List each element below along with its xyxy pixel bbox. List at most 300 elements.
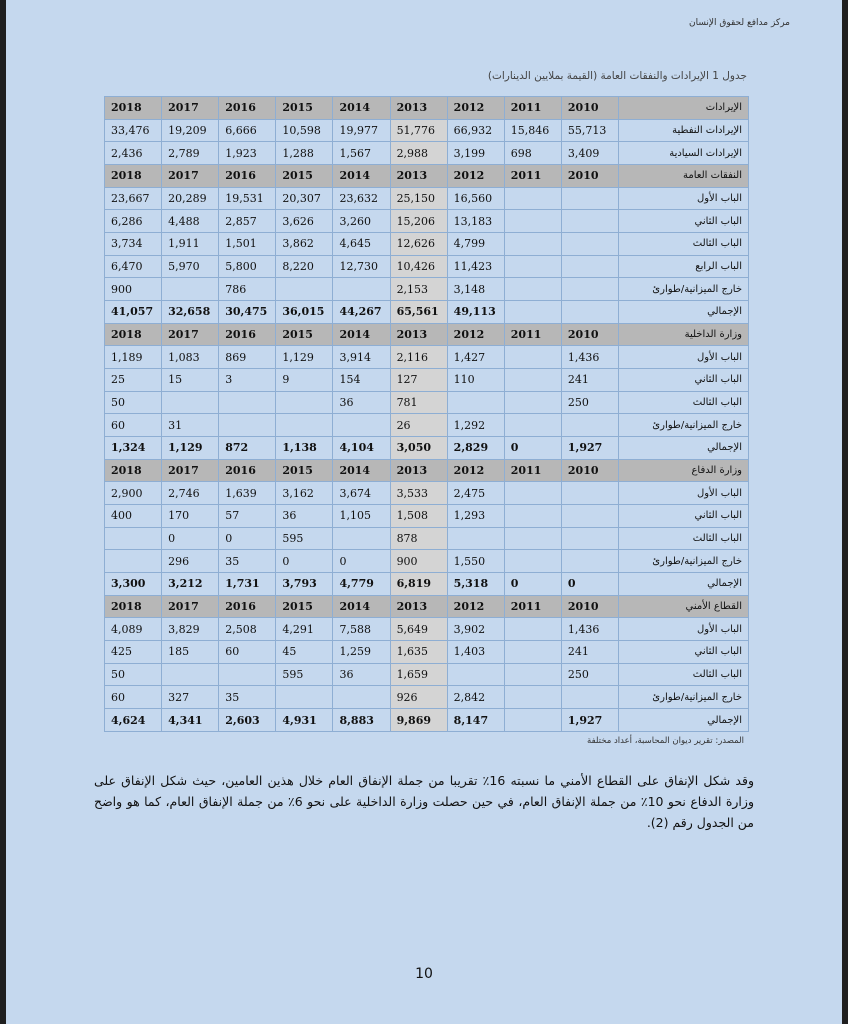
year-header: 2016: [219, 97, 276, 120]
table-cell: 30,475: [219, 301, 276, 324]
year-header: 2017: [162, 459, 219, 482]
table-cell: 3,212: [162, 573, 219, 596]
table-cell: [447, 527, 504, 550]
row-label: الإجمالي: [619, 437, 749, 460]
table-cell: 1,292: [447, 414, 504, 437]
table-cell: [561, 686, 618, 709]
table-cell: 1,105: [333, 505, 390, 528]
table-cell: 4,931: [276, 709, 333, 732]
table-cell: [219, 414, 276, 437]
year-header: 2016: [219, 323, 276, 346]
year-header: 2014: [333, 97, 390, 120]
table-cell: [333, 686, 390, 709]
table-source: المصدر: تقرير ديوان المحاسبة، أعداد مختلفة: [587, 736, 744, 746]
table-cell: [162, 278, 219, 301]
table-row: [105, 550, 749, 573]
table-cell: 6,666: [219, 119, 276, 142]
table-cell: [504, 414, 561, 437]
table-cell: 1,293: [447, 505, 504, 528]
year-header: 2012: [447, 323, 504, 346]
table-cell: 0: [561, 573, 618, 596]
table-cell: 1,927: [561, 709, 618, 732]
table-cell: [561, 278, 618, 301]
table-cell: 4,645: [333, 233, 390, 256]
table-cell: 786: [219, 278, 276, 301]
row-label: خارج الميزانية/طوارئ: [619, 550, 749, 573]
table-row: [105, 142, 749, 165]
year-header: 2013: [390, 459, 447, 482]
table-cell: 296: [162, 550, 219, 573]
table-cell: 6,286: [105, 210, 162, 233]
table-cell: 36: [333, 391, 390, 414]
table-cell: 1,659: [390, 663, 447, 686]
year-header: 2017: [162, 595, 219, 618]
table-cell: 55,713: [561, 119, 618, 142]
table-cell: [504, 663, 561, 686]
table-cell: 12,626: [390, 233, 447, 256]
year-header: 2013: [390, 595, 447, 618]
table-caption: جدول 1 الإيرادات والنفقات العامة (القيمة بملايين الدينارات): [487, 70, 747, 82]
table-cell: 19,977: [333, 119, 390, 142]
year-header: 2010: [561, 165, 618, 188]
row-label: الإجمالي: [619, 709, 749, 732]
table-cell: 36: [333, 663, 390, 686]
table-cell: [561, 482, 618, 505]
section-header-row: [105, 165, 749, 188]
table-cell: 926: [390, 686, 447, 709]
section-title: القطاع الأمني: [619, 595, 749, 618]
table-cell: 36,015: [276, 301, 333, 324]
table-row: [105, 369, 749, 392]
table-cell: [504, 618, 561, 641]
table-cell: [504, 709, 561, 732]
table-row: [105, 210, 749, 233]
table-cell: 3,793: [276, 573, 333, 596]
table-cell: 4,341: [162, 709, 219, 732]
table-cell: 900: [390, 550, 447, 573]
year-header: 2010: [561, 97, 618, 120]
table-cell: [561, 255, 618, 278]
table-cell: [504, 233, 561, 256]
table-cell: 1,324: [105, 437, 162, 460]
table-cell: 1,508: [390, 505, 447, 528]
table-cell: 1,138: [276, 437, 333, 460]
table-cell: 50: [105, 663, 162, 686]
table-cell: 60: [105, 686, 162, 709]
table-cell: 2,857: [219, 210, 276, 233]
table-cell: 9,869: [390, 709, 447, 732]
revenue-expenditure-table: [104, 96, 749, 732]
table-cell: 0: [276, 550, 333, 573]
table-cell: 41,057: [105, 301, 162, 324]
row-label: خارج الميزانية/طوارئ: [619, 278, 749, 301]
table-cell: 2,475: [447, 482, 504, 505]
section-header-row: [105, 97, 749, 120]
row-label: الباب الثاني: [619, 210, 749, 233]
row-label: الباب الثالث: [619, 527, 749, 550]
row-label: الباب الأول: [619, 618, 749, 641]
table-cell: 4,104: [333, 437, 390, 460]
table-row: [105, 437, 749, 460]
table-cell: 26: [390, 414, 447, 437]
table-cell: [504, 255, 561, 278]
table-cell: 3,862: [276, 233, 333, 256]
table-cell: [105, 527, 162, 550]
table-cell: 2,746: [162, 482, 219, 505]
table-cell: 1,259: [333, 641, 390, 664]
table-cell: 3,260: [333, 210, 390, 233]
year-header: 2018: [105, 323, 162, 346]
table-cell: 15,206: [390, 210, 447, 233]
table-cell: 25: [105, 369, 162, 392]
table-row: [105, 233, 749, 256]
table-cell: 154: [333, 369, 390, 392]
table-cell: 4,624: [105, 709, 162, 732]
table-cell: 3: [219, 369, 276, 392]
table-row: [105, 391, 749, 414]
table-cell: 3,300: [105, 573, 162, 596]
year-header: 2015: [276, 595, 333, 618]
table-cell: 0: [219, 527, 276, 550]
table-cell: [561, 550, 618, 573]
row-label: الباب الأول: [619, 482, 749, 505]
year-header: 2010: [561, 459, 618, 482]
table-cell: 872: [219, 437, 276, 460]
table-cell: 2,842: [447, 686, 504, 709]
table-cell: 19,531: [219, 187, 276, 210]
year-header: 2017: [162, 97, 219, 120]
year-header: 2013: [390, 323, 447, 346]
table-row: [105, 255, 749, 278]
table-cell: 110: [447, 369, 504, 392]
table-cell: 2,829: [447, 437, 504, 460]
table-cell: 4,089: [105, 618, 162, 641]
table-cell: [504, 301, 561, 324]
table-cell: 0: [162, 527, 219, 550]
table-cell: [561, 505, 618, 528]
body-paragraph: وقد شكل الإنفاق على القطاع الأمني ما نسبته 16٪ تقريبا من جملة الإنفاق العام خلال هذين العامين، حيث شكل الإنفاق على وزارة الدفاع نحو 10٪ من جملة الإنفاق العام، في حين حصلت وزارة الداخلية على نحو 6٪ من جملة الإنفاق العام، كما هو واضح من الجدول رقم (2).: [94, 773, 754, 830]
table-cell: [333, 414, 390, 437]
table-cell: 400: [105, 505, 162, 528]
table-cell: 51,776: [390, 119, 447, 142]
table-cell: 1,288: [276, 142, 333, 165]
section-title: النفقات العامة: [619, 165, 749, 188]
table-cell: [504, 686, 561, 709]
table-cell: 250: [561, 391, 618, 414]
table-cell: 20,307: [276, 187, 333, 210]
table-body: [105, 97, 749, 732]
table-row: [105, 641, 749, 664]
table-cell: 60: [219, 641, 276, 664]
table-cell: 65,561: [390, 301, 447, 324]
table-cell: 33,476: [105, 119, 162, 142]
table-cell: [219, 391, 276, 414]
table-cell: 2,789: [162, 142, 219, 165]
year-header: 2015: [276, 97, 333, 120]
table-cell: [276, 414, 333, 437]
table-cell: 3,734: [105, 233, 162, 256]
table-cell: 1,550: [447, 550, 504, 573]
table-row: [105, 527, 749, 550]
section-title: وزارة الداخلية: [619, 323, 749, 346]
table-cell: 1,923: [219, 142, 276, 165]
data-table-wrapper: [104, 96, 749, 732]
year-header: 2014: [333, 459, 390, 482]
table-cell: 3,409: [561, 142, 618, 165]
section-header-row: [105, 323, 749, 346]
year-header: 2011: [504, 459, 561, 482]
table-cell: 878: [390, 527, 447, 550]
table-cell: [561, 233, 618, 256]
table-cell: 2,508: [219, 618, 276, 641]
year-header: 2012: [447, 459, 504, 482]
table-cell: 170: [162, 505, 219, 528]
table-cell: 1,129: [276, 346, 333, 369]
table-cell: [105, 550, 162, 573]
table-cell: 3,674: [333, 482, 390, 505]
table-cell: [162, 391, 219, 414]
table-cell: 1,427: [447, 346, 504, 369]
table-cell: 185: [162, 641, 219, 664]
table-cell: [561, 527, 618, 550]
table-cell: 425: [105, 641, 162, 664]
table-cell: 3,162: [276, 482, 333, 505]
row-label: الباب الثالث: [619, 391, 749, 414]
table-cell: 0: [504, 573, 561, 596]
table-cell: 1,911: [162, 233, 219, 256]
table-cell: 2,603: [219, 709, 276, 732]
table-cell: 698: [504, 142, 561, 165]
table-cell: 3,533: [390, 482, 447, 505]
year-header: 2017: [162, 323, 219, 346]
year-header: 2012: [447, 595, 504, 618]
table-cell: 49,113: [447, 301, 504, 324]
table-cell: 5,318: [447, 573, 504, 596]
table-cell: 595: [276, 527, 333, 550]
year-header: 2010: [561, 323, 618, 346]
table-cell: 1,436: [561, 618, 618, 641]
table-cell: 10,598: [276, 119, 333, 142]
year-header: 2013: [390, 165, 447, 188]
row-label: الباب الثالث: [619, 233, 749, 256]
table-cell: 5,800: [219, 255, 276, 278]
table-cell: 2,900: [105, 482, 162, 505]
year-header: 2010: [561, 595, 618, 618]
table-cell: 60: [105, 414, 162, 437]
table-cell: 25,150: [390, 187, 447, 210]
table-cell: 4,779: [333, 573, 390, 596]
table-cell: 7,588: [333, 618, 390, 641]
section-title: وزارة الدفاع: [619, 459, 749, 482]
table-cell: 31: [162, 414, 219, 437]
row-label: الباب الثاني: [619, 505, 749, 528]
table-cell: 1,083: [162, 346, 219, 369]
year-header: 2015: [276, 165, 333, 188]
table-row: [105, 482, 749, 505]
table-cell: 13,183: [447, 210, 504, 233]
table-cell: 23,632: [333, 187, 390, 210]
row-label: الإيرادات السيادية: [619, 142, 749, 165]
table-cell: 3,050: [390, 437, 447, 460]
table-cell: 3,148: [447, 278, 504, 301]
table-cell: 6,819: [390, 573, 447, 596]
table-cell: [561, 414, 618, 437]
table-cell: 45: [276, 641, 333, 664]
year-header: 2018: [105, 165, 162, 188]
table-cell: 12,730: [333, 255, 390, 278]
table-cell: 781: [390, 391, 447, 414]
table-cell: 327: [162, 686, 219, 709]
table-row: [105, 278, 749, 301]
table-cell: 0: [504, 437, 561, 460]
table-cell: 1,403: [447, 641, 504, 664]
table-cell: 595: [276, 663, 333, 686]
year-header: 2013: [390, 97, 447, 120]
table-cell: 15,846: [504, 119, 561, 142]
table-cell: 5,649: [390, 618, 447, 641]
table-cell: 0: [333, 550, 390, 573]
table-cell: 9: [276, 369, 333, 392]
table-cell: 2,153: [390, 278, 447, 301]
table-row: [105, 663, 749, 686]
right-edge: [842, 0, 848, 1024]
table-cell: [276, 391, 333, 414]
year-header: 2014: [333, 595, 390, 618]
year-header: 2018: [105, 595, 162, 618]
table-cell: 1,731: [219, 573, 276, 596]
row-label: الباب الأول: [619, 346, 749, 369]
row-label: الباب الثاني: [619, 369, 749, 392]
row-label: الإجمالي: [619, 573, 749, 596]
table-row: [105, 414, 749, 437]
table-cell: [276, 686, 333, 709]
table-cell: 241: [561, 369, 618, 392]
table-cell: 1,501: [219, 233, 276, 256]
table-cell: [276, 278, 333, 301]
table-row: [105, 187, 749, 210]
year-header: 2012: [447, 165, 504, 188]
table-cell: 11,423: [447, 255, 504, 278]
table-cell: [333, 278, 390, 301]
table-cell: 3,829: [162, 618, 219, 641]
year-header: 2011: [504, 323, 561, 346]
document-page: [6, 0, 842, 1024]
row-label: الباب الثاني: [619, 641, 749, 664]
table-cell: [504, 482, 561, 505]
year-header: 2011: [504, 165, 561, 188]
table-cell: [447, 391, 504, 414]
table-cell: 1,635: [390, 641, 447, 664]
table-cell: 4,291: [276, 618, 333, 641]
year-header: 2014: [333, 165, 390, 188]
table-cell: 19,209: [162, 119, 219, 142]
page-number: 10: [415, 966, 433, 982]
table-cell: [504, 527, 561, 550]
table-cell: [447, 663, 504, 686]
row-label: الباب الرابع: [619, 255, 749, 278]
table-cell: [561, 210, 618, 233]
table-cell: 66,932: [447, 119, 504, 142]
table-row: [105, 709, 749, 732]
table-cell: 6,470: [105, 255, 162, 278]
table-cell: 3,626: [276, 210, 333, 233]
year-header: 2018: [105, 97, 162, 120]
table-cell: 20,289: [162, 187, 219, 210]
table-cell: [333, 527, 390, 550]
table-cell: 5,970: [162, 255, 219, 278]
year-header: 2014: [333, 323, 390, 346]
row-label: الباب الأول: [619, 187, 749, 210]
table-cell: 15: [162, 369, 219, 392]
table-cell: 3,914: [333, 346, 390, 369]
table-cell: [504, 369, 561, 392]
table-cell: [561, 187, 618, 210]
row-label: الإيرادات النفطية: [619, 119, 749, 142]
table-cell: 32,658: [162, 301, 219, 324]
table-row: [105, 346, 749, 369]
table-cell: [504, 278, 561, 301]
table-cell: 1,189: [105, 346, 162, 369]
table-row: [105, 618, 749, 641]
row-label: خارج الميزانية/طوارئ: [619, 414, 749, 437]
year-header: 2016: [219, 459, 276, 482]
table-row: [105, 301, 749, 324]
table-cell: 44,267: [333, 301, 390, 324]
table-cell: 36: [276, 505, 333, 528]
row-label: الإجمالي: [619, 301, 749, 324]
year-header: 2017: [162, 165, 219, 188]
table-cell: [504, 505, 561, 528]
year-header: 2012: [447, 97, 504, 120]
table-cell: 1,567: [333, 142, 390, 165]
table-cell: 2,116: [390, 346, 447, 369]
table-cell: [219, 663, 276, 686]
table-cell: 900: [105, 278, 162, 301]
table-cell: 8,220: [276, 255, 333, 278]
table-cell: 3,902: [447, 618, 504, 641]
year-header: 2011: [504, 97, 561, 120]
table-cell: 2,436: [105, 142, 162, 165]
table-cell: 4,799: [447, 233, 504, 256]
table-cell: 50: [105, 391, 162, 414]
row-label: الباب الثالث: [619, 663, 749, 686]
table-cell: 241: [561, 641, 618, 664]
table-cell: 10,426: [390, 255, 447, 278]
year-header: 2015: [276, 459, 333, 482]
table-cell: 8,147: [447, 709, 504, 732]
section-header-row: [105, 459, 749, 482]
table-cell: 1,639: [219, 482, 276, 505]
year-header: 2016: [219, 595, 276, 618]
table-cell: 127: [390, 369, 447, 392]
table-cell: 250: [561, 663, 618, 686]
table-cell: 35: [219, 550, 276, 573]
table-cell: 4,488: [162, 210, 219, 233]
table-row: [105, 119, 749, 142]
table-cell: 23,667: [105, 187, 162, 210]
table-cell: [504, 641, 561, 664]
table-cell: [504, 346, 561, 369]
page-header: مركز مدافع لحقوق الإنسان: [688, 18, 790, 28]
table-cell: [561, 301, 618, 324]
table-row: [105, 505, 749, 528]
year-header: 2018: [105, 459, 162, 482]
year-header: 2016: [219, 165, 276, 188]
table-cell: 2,988: [390, 142, 447, 165]
table-cell: [504, 187, 561, 210]
table-cell: 16,560: [447, 187, 504, 210]
table-cell: 3,199: [447, 142, 504, 165]
